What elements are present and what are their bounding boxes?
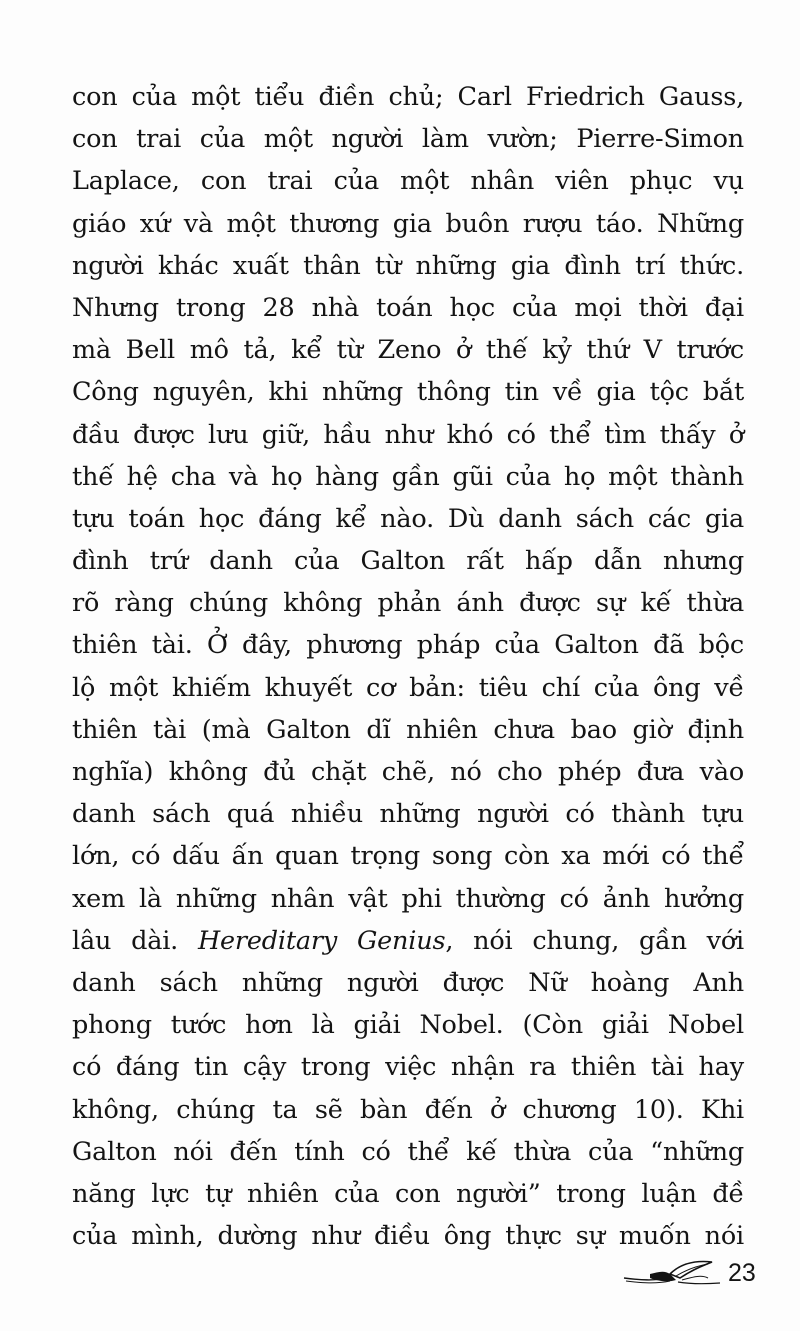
page-footer	[620, 1252, 760, 1292]
text-line: giáo xứ và một thương gia buôn rượu táo. Những	[72, 208, 744, 239]
text-line: không, chúng ta sẽ bàn đến ở chương 10). Khi	[72, 1094, 744, 1125]
text-line-with-book-title	[72, 920, 744, 962]
text-line: mà Bell mô tả, kể từ Zeno ở thế kỷ thứ V trước	[72, 335, 744, 366]
text-line: xem là những nhân vật phi thường có ảnh hưởng	[72, 883, 744, 914]
body-text	[72, 76, 744, 1257]
text-line: thiên tài. Ở đây, phương pháp của Galton đã bộc	[72, 630, 744, 661]
quill-flourish-icon	[620, 1256, 730, 1288]
text-line: Laplace, con trai của một nhân viên phục vụ	[72, 166, 744, 197]
page-number: 23	[728, 1259, 756, 1287]
text-line: Galton nói đến tính có thể kế thừa của “những	[72, 1136, 744, 1167]
text-line: Công nguyên, khi những thông tin về gia tộc bắt	[72, 377, 744, 408]
book-title: Hereditary Genius	[197, 925, 446, 956]
text-line: lộ một khiếm khuyết cơ bản: tiêu chí của ông về	[72, 672, 744, 703]
text-line: có đáng tin cậy trong việc nhận ra thiên tài hay	[72, 1052, 744, 1083]
text-line: con của một tiểu điền chủ; Carl Friedrich Gauss,	[72, 82, 744, 112]
text-line: danh sách quá nhiều những người có thành tựu	[72, 799, 744, 830]
text-line: nghĩa) không đủ chặt chẽ, nó cho phép đưa vào	[72, 757, 744, 787]
text-line: rõ ràng chúng không phản ánh được sự kế thừa	[72, 588, 744, 619]
text-line: tựu toán học đáng kể nào. Dù danh sách các gia	[72, 503, 744, 534]
text-fragment: lâu dài.	[72, 925, 198, 956]
text-line: người khác xuất thân từ những gia đình trí thức.	[72, 250, 744, 281]
text-line: con trai của một người làm vườn; Pierre-Simon	[72, 124, 744, 155]
text-line: lớn, có dấu ấn quan trọng song còn xa mới có thể	[72, 841, 744, 872]
text-line: đình trứ danh của Galton rất hấp dẫn nhưng	[72, 546, 744, 577]
text-line: Nhưng trong 28 nhà toán học của mọi thời đại	[72, 292, 744, 323]
text-line: thiên tài (mà Galton dĩ nhiên chưa bao giờ định	[72, 714, 744, 745]
text-line: thế hệ cha và họ hàng gần gũi của họ một thành	[72, 461, 744, 492]
text-line: danh sách những người được Nữ hoàng Anh	[72, 967, 744, 998]
text-line: năng lực tự nhiên của con người” trong luận đề	[72, 1178, 744, 1209]
text-line: đầu được lưu giữ, hầu như khó có thể tìm thấy ở	[72, 419, 744, 450]
text-line: phong tước hơn là giải Nobel. (Còn giải Nobel	[72, 1010, 744, 1041]
text-fragment: , nói chung, gần với	[445, 925, 744, 956]
text-line: của mình, dường như điều ông thực sự muốn nói	[72, 1221, 744, 1252]
